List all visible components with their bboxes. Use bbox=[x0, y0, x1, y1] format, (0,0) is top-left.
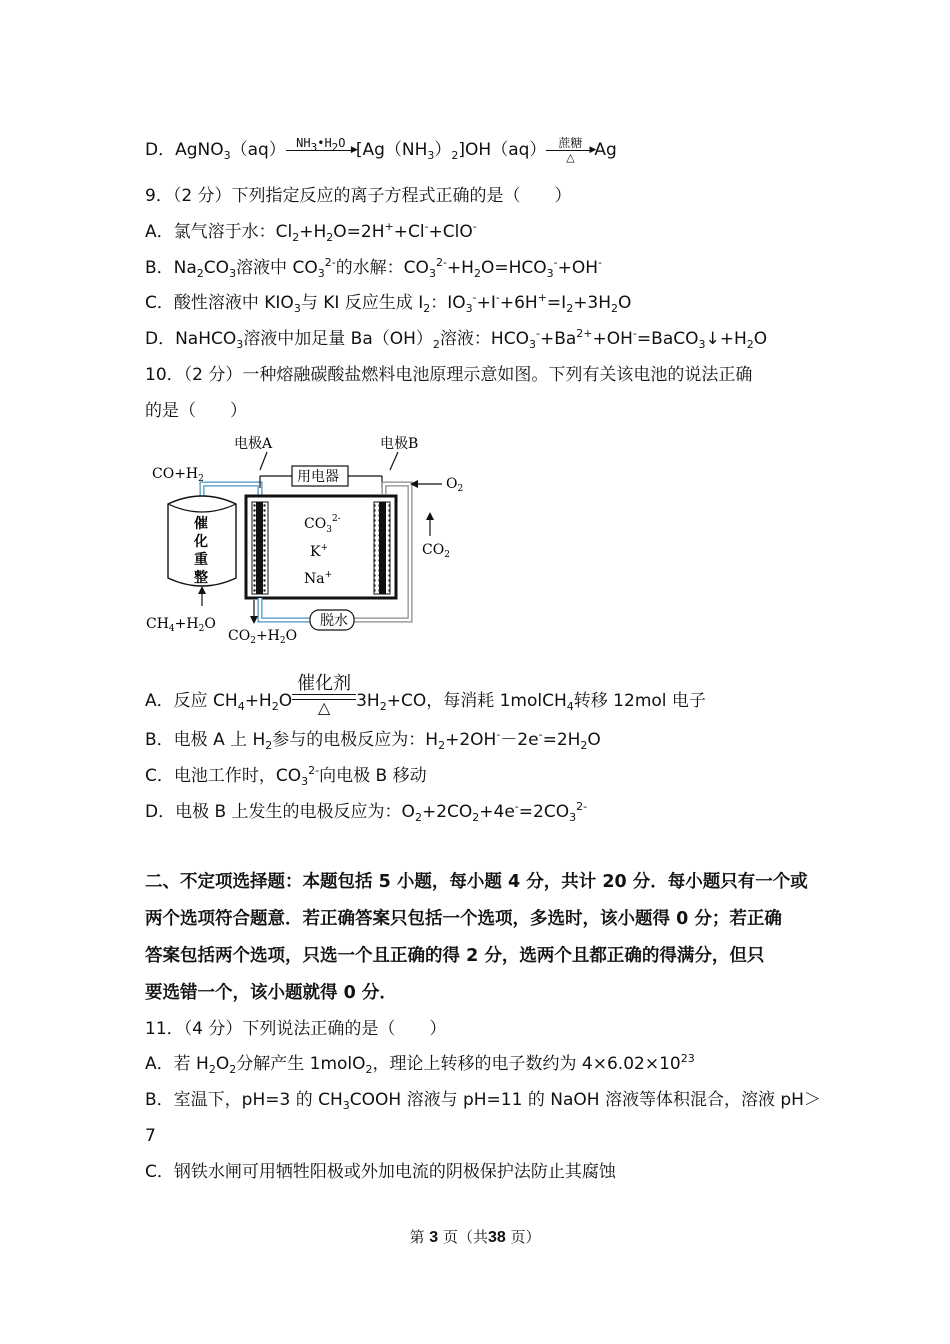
q11-option-b: B．室温下，pH=3 的 $CH_3COOH$ 溶液与 pH=11 的 NaOH 溶液等体积混合，溶液 pH＞ bbox=[145, 1090, 821, 1112]
q9-stem: 9．（2 分）下列指定反应的离子方程式正确的是（ ） bbox=[145, 186, 572, 206]
section2-line1: 二、不定项选择题：本题包括 5 小题，每小题 4 分，共计 20 分．每小题只有一个或 bbox=[145, 872, 808, 892]
q9-option-a: A．氯气溶于水：$Cl_2+H_2O=2H^++Cl^-+ClO^-$ bbox=[145, 220, 477, 244]
dehydrator-label: 脱水 bbox=[320, 613, 348, 629]
fuel-cell-diagram bbox=[142, 428, 482, 650]
q11-option-a: A．若 $H_2O_2$分解产生 1molO$_2$，理论上转移的电子数约为 $4\times 6.02\times 10^{23}$ bbox=[145, 1052, 695, 1076]
q9-option-b: B．$Na_2CO_3$溶液中 $CO_3^{2-}$的水解：$CO_3^{2-}+H_2O=HCO_3^-+OH^-$ bbox=[145, 256, 603, 280]
svg-text:化: 化 bbox=[194, 534, 208, 550]
load-device-label: 用电器 bbox=[297, 469, 339, 485]
q11-option-c: C．钢铁水闸可用牺牲阳极或外加电流的阴极保护法防止其腐蚀 bbox=[145, 1162, 616, 1182]
q10-option-c: C．电池工作时，$CO_3^{2-}$向电极 B 移动 bbox=[145, 764, 427, 788]
section2-line4: 要选错一个，该小题就得 0 分． bbox=[145, 983, 397, 1003]
q10-option-d: D．电极 B 上发生的电极反应为：$O_2+2CO_2+4e^-=2CO_3^{2-}$ bbox=[145, 800, 588, 824]
q10-stem-line2: 的是（ ） bbox=[145, 401, 247, 421]
q11-option-b-cont: 7 bbox=[145, 1126, 156, 1146]
inlet-co2-label: $CO_2$ bbox=[422, 542, 450, 560]
reaction-arrow: $NH_3•H_2O$ ▶ bbox=[286, 137, 356, 163]
svg-text:整: 整 bbox=[194, 570, 208, 586]
section2-line2: 两个选项符合题意．若正确答案只包括一个选项，多选时，该小题得 0 分；若正确 bbox=[145, 909, 782, 929]
electrode-b-label: 电极B bbox=[380, 436, 419, 452]
inlet-o2-label: $O_2$ bbox=[446, 476, 464, 494]
inlet-ch4-h2o-label: $CH_4+H_2O$ bbox=[146, 616, 216, 634]
ion-sodium: Na+ bbox=[304, 570, 333, 587]
q8-option-d: D．AgNO$_3$（aq） $NH_3•H_2O$ ▶ $[Ag(NH_3)_2]OH(aq)$ 蔗糖 ▶ △ Ag bbox=[145, 136, 617, 164]
electrode-a-label: 电极A bbox=[234, 436, 273, 452]
inlet-co-h2-label: $CO+H_2$ bbox=[152, 466, 204, 484]
q11-stem: 11．（4 分）下列说法正确的是（ ） bbox=[145, 1019, 447, 1039]
catalyst-equals: 催化剂 △ bbox=[292, 674, 356, 716]
reaction-arrow: 蔗糖 ▶ △ bbox=[546, 137, 594, 163]
ion-carbonate: $CO_3^{2-}$ bbox=[304, 514, 341, 535]
q10-option-b: B．电极 A 上 $H_2$参与的电极反应为：$H_2+2OH^--2e^-=2H_2O$ bbox=[145, 728, 601, 752]
svg-text:重: 重 bbox=[194, 552, 208, 568]
ion-potassium: K+ bbox=[310, 543, 329, 560]
section2-line3: 答案包括两个选项，只选一个且正确的得 2 分，选两个且都正确的得满分，但只 bbox=[145, 946, 765, 966]
q9-option-d: D．NaHCO$_3$溶液中加足量 $Ba(OH)_2$溶液：$HCO_3^-+Ba^{2+}+OH^-=BaCO_3↓+H_2O$ bbox=[145, 327, 768, 351]
svg-text:催: 催 bbox=[194, 516, 208, 532]
outlet-co2-h2o-label: $CO_2+H_2O$ bbox=[228, 628, 298, 646]
page-footer: 第 3 页（共38 页） bbox=[409, 1228, 541, 1246]
q10-stem-line1: 10．（2 分）一种熔融碳酸盐燃料电池原理示意如图。下列有关该电池的说法正确 bbox=[145, 365, 753, 385]
q9-option-c: C．酸性溶液中 $KIO_3$与 KI 反应生成 $I_2$：$IO_3^-+I^-+6H^+=I_2+3H_2O$ bbox=[145, 291, 632, 315]
q10-option-a: A．反应 $CH_4+H_2O$ 催化剂 △ $3H_2+CO$，每消耗 1molCH$_4$转移 12mol 电子 bbox=[145, 673, 706, 717]
